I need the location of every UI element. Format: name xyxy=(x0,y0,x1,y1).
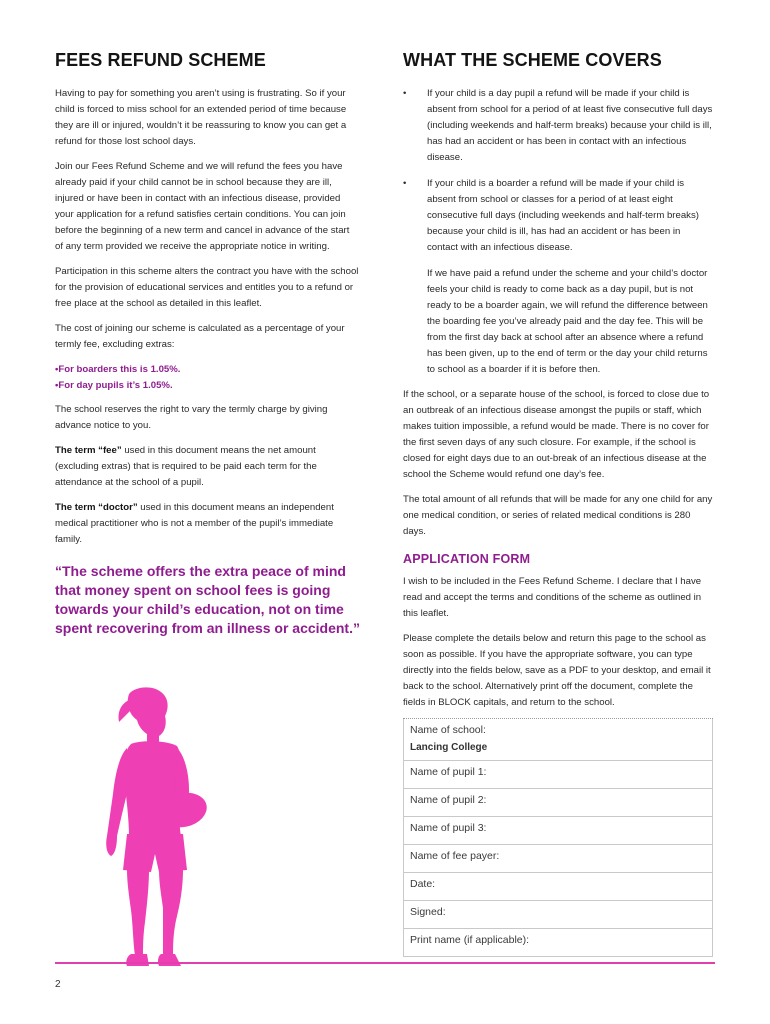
boarder-rate: •For boarders this is 1.05%. xyxy=(55,364,181,375)
list-item xyxy=(403,86,713,166)
bullet-icon: • xyxy=(403,88,407,99)
school-name-label: Name of school: xyxy=(410,724,486,736)
intro-paragraph: Having to pay for something you aren’t using is frustrating. So if your child is forced to miss school for an extended period of time because they are ill or injured, wouldn’t it be reassuring to know you can get a refund for those lost school days. xyxy=(55,88,347,147)
rate-bullets xyxy=(55,362,360,394)
term-fee-label: The term “fee” xyxy=(55,445,122,456)
closure-paragraph: If the school, or a separate house of the school, is forced to close due to an outbreak of an infectious disease amongst the pupils or staff, which makes tuition impossible, a refund would be made. There is no cover for the first seven days of any such closure. For example, if the school is closed for eight days due to an out-break of an infectious disease at the school the Scheme would refund one day’s fee. xyxy=(403,389,710,480)
participation-paragraph: Participation in this scheme alters the contract you have with the school for the provision of educational services and entitles you to a refund or free place at the school as detailed in this leaflet. xyxy=(55,266,359,309)
date-field[interactable] xyxy=(403,873,713,901)
term-fee-definition xyxy=(55,443,360,491)
fees-refund-title: FEES REFUND SCHEME xyxy=(55,50,266,70)
pupil1-name-label: Name of pupil 1: xyxy=(410,766,487,778)
join-paragraph: Join our Fees Refund Scheme and we will refund the fees you have already paid if your child cannot be in school because they are ill, injured or have been in contact with an infectious disease, provided your application for a refund satisfies certain conditions. You can join before the beginning of a new term and cancel in advance of the start of any term provided we receive the appropriate notice in writing. xyxy=(55,161,350,252)
page-number: 2 xyxy=(55,979,61,990)
declaration-paragraph: I wish to be included in the Fees Refund Scheme. I declare that I have read and accept the terms and conditions of the scheme as outlined in this leaflet. xyxy=(403,576,702,619)
term-doctor-definition xyxy=(55,500,360,548)
school-name-field[interactable] xyxy=(403,719,713,761)
pupil2-name-field[interactable] xyxy=(403,789,713,817)
print-name-label: Print name (if applicable): xyxy=(410,934,530,946)
pupil3-name-label: Name of pupil 3: xyxy=(410,822,487,834)
bullet-icon: • xyxy=(403,178,407,189)
boarder-coverage: If your child is a boarder a refund will be made if your child is absent from school or classes for a period of at least eight consecutive full days (including weekends and half-term breaks) because your child is ill, has had an accident or has been in contact with an infectious disease. xyxy=(427,178,699,253)
girl-with-ball-silhouette xyxy=(95,686,215,968)
instructions-paragraph: Please complete the details below and return this page to the school as soon as possible. If you have the appropriate software, you can type directly into the fields below, save as a PDF to your desktop, and email it back to the school. Alternatively print off the document, complete the fields in BLOCK capitals, and return to the school. xyxy=(403,633,711,708)
coverage-list xyxy=(403,86,713,256)
fee-payer-name-label: Name of fee payer: xyxy=(410,850,500,862)
term-fee-text: used in this document means the net amount (excluding extras) that is required to be paid each term for the attendance at the school of a pupil. xyxy=(55,445,317,488)
boarder-refund-paragraph: If we have paid a refund under the scheme and your child’s doctor feels your child is ready to come back as a day pupil, but is not ready to be a boarder again, we will refund the difference between the boarding fee you’ve already paid and the day fee. This will be from the first day back at school after an absence where a refund has been given, up to the end of term or the day your child returns to school as a boarder if it is before then. xyxy=(427,268,708,375)
day-pupil-coverage: If your child is a day pupil a refund will be made if your child is absent from school for a period of at least five consecutive full days (including weekends and half-term breaks) because your child is ill, has had an accident or has been in contact with an infectious disease. xyxy=(427,88,713,163)
list-item xyxy=(403,176,713,256)
school-name-value: Lancing College xyxy=(410,742,488,753)
cost-paragraph: The cost of joining our scheme is calculated as a percentage of your termly fee, excluding extras: xyxy=(55,323,345,350)
date-label: Date: xyxy=(410,878,436,890)
footer-rule xyxy=(55,962,715,964)
fee-payer-name-field[interactable] xyxy=(403,845,713,873)
right-column xyxy=(403,50,713,720)
pupil3-name-field[interactable] xyxy=(403,817,713,845)
left-column xyxy=(55,50,360,638)
print-name-field[interactable] xyxy=(403,929,713,957)
pull-quote: “The scheme offers the extra peace of mind that money spent on school fees is going towards your child’s education, not on time spent recovering from an illness or accident.” xyxy=(55,563,360,636)
term-doctor-label: The term “doctor” xyxy=(55,502,138,513)
term-doctor-text: used in this document means an independent medical practitioner who is not a member of the pupil’s immediate family. xyxy=(55,502,334,545)
application-form-title: APPLICATION FORM xyxy=(403,552,531,566)
application-form xyxy=(403,718,713,957)
scheme-covers-title: WHAT THE SCHEME COVERS xyxy=(403,50,662,70)
pupil2-name-label: Name of pupil 2: xyxy=(410,794,487,806)
total-refund-paragraph: The total amount of all refunds that will be made for any one child for any one medical condition, or series of related medical conditions is 280 days. xyxy=(403,494,713,537)
day-pupil-rate: •For day pupils it’s 1.05%. xyxy=(55,380,173,391)
vary-charge-paragraph: The school reserves the right to vary the termly charge by giving advance notice to you. xyxy=(55,404,328,431)
signature-label: Signed: xyxy=(410,906,446,918)
signature-field[interactable] xyxy=(403,901,713,929)
pupil1-name-field[interactable] xyxy=(403,761,713,789)
